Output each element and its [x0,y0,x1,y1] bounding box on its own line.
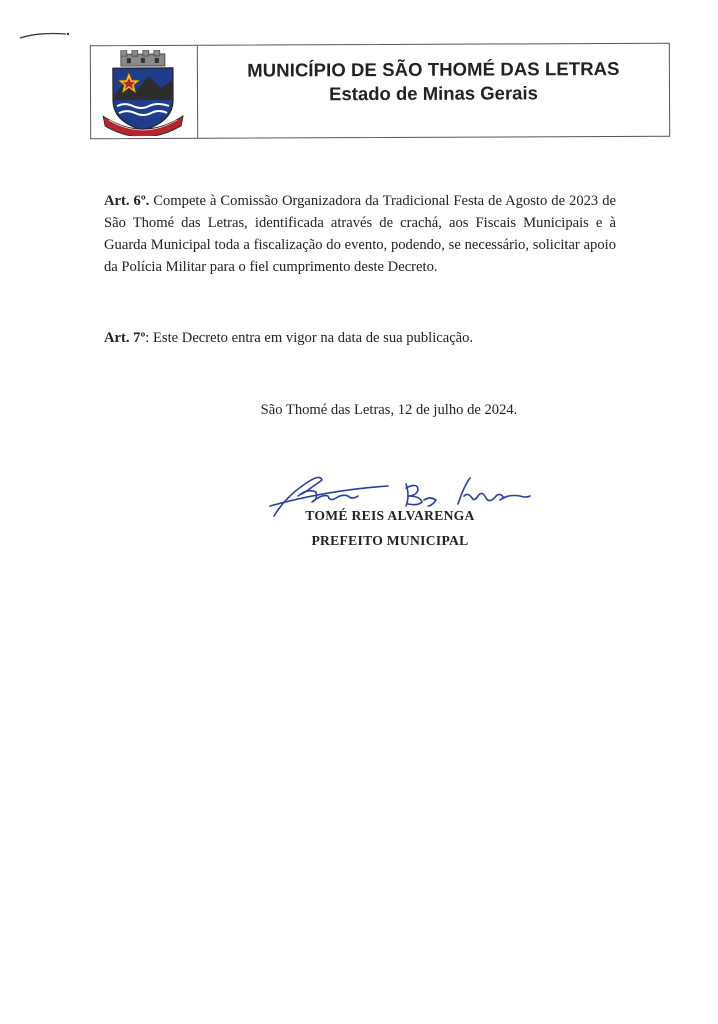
crest-cell [91,46,198,138]
scan-pen-mark [18,26,78,42]
article-label: Art. 6º. [104,193,150,209]
letterhead [90,43,670,140]
signer-role: PREFEITO MUNICIPAL [311,533,469,548]
municipality-title: MUNICÍPIO DE SÃO THOMÉ DAS LETRAS [247,57,620,81]
article-text: : Este Decreto entra em vigor na data de sua publicação. [145,330,474,346]
state-subtitle: Estado de Minas Gerais [329,82,538,105]
article-text: Compete à Comissão Organizadora da Tradicional Festa de Agosto de 2023 de São Thomé das Letras, identificada através de crachá, aos Fiscais Municipais e à Guarda Municipal toda a fiscalização do evento, podendo, se necessário, solicitar apoio da Polícia Militar para o fiel cumprimento deste Decreto. [104,193,616,275]
letterhead-text [198,44,669,138]
coat-of-arms-icon [101,50,185,136]
signer-name: TOMÉ REIS ALVARENGA [305,508,475,523]
place-and-date: São Thomé das Letras, 12 de julho de 2024. [260,402,518,418]
article-7 [104,327,616,349]
article-6 [104,190,616,278]
article-label: Art. 7º [104,330,146,346]
